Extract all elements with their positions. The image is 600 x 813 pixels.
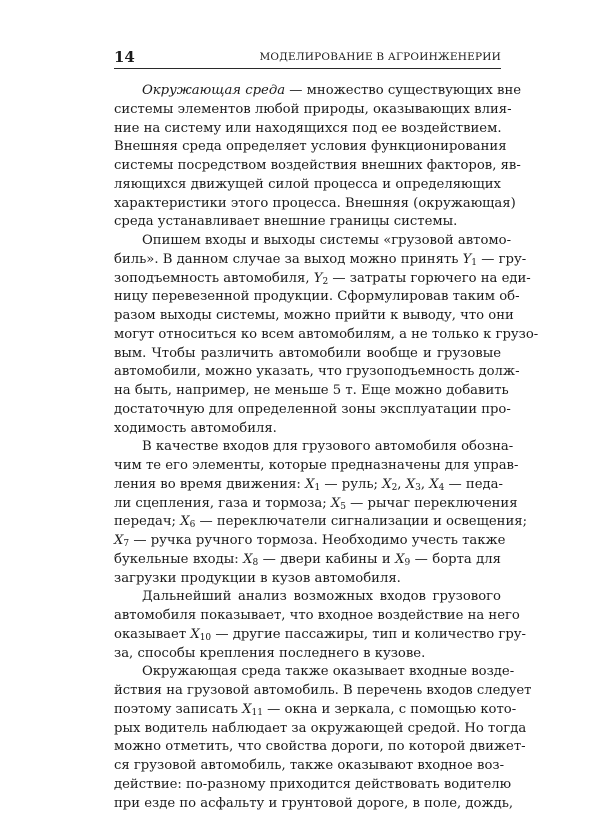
variable (242, 702, 263, 717)
text-run: ходимость автомобиля. (114, 421, 277, 436)
variable (114, 533, 129, 548)
text-run: — борта для (410, 552, 501, 567)
text-line (114, 645, 501, 664)
text-line (114, 795, 501, 813)
text-run: — двери кабины и (258, 552, 395, 567)
text-line (114, 438, 501, 457)
text-run: поэтому записать (114, 702, 242, 717)
variable-subscript: 1 (471, 258, 477, 268)
variable-symbol: X (406, 477, 415, 492)
variable-symbol: X (114, 533, 123, 548)
text-run: ние на систему или находящихся под ее воздействием. (114, 121, 502, 136)
text-run: за, способы крепления последнего в кузове. (114, 646, 425, 661)
variable-subscript: 4 (439, 483, 445, 493)
variable (243, 552, 258, 567)
variable-subscript: 5 (340, 502, 346, 512)
text-run: ся грузовой автомобиль, также оказывают входное воз- (114, 758, 504, 773)
text-run: Опишем входы и выходы системы «грузовой автомо- (142, 233, 511, 248)
paragraph (114, 82, 501, 232)
variable-subscript: 8 (253, 558, 259, 568)
page-header (114, 48, 501, 68)
text-line (114, 345, 501, 364)
text-line (114, 120, 501, 139)
variable-symbol: X (305, 477, 314, 492)
variable (331, 496, 346, 511)
text-run: ницу перевезенной продукции. Сформулировав таким об- (114, 289, 520, 304)
text-line (114, 101, 501, 120)
variable (463, 252, 477, 267)
text-line (114, 532, 501, 551)
text-run: характеристики этого процесса. Внешняя (окружающая) (114, 196, 516, 211)
page-number: 14 (114, 48, 135, 66)
text-run: ли сцепления, газа и тормоза; (114, 496, 331, 511)
text-line (114, 251, 501, 270)
variable-subscript: 1 (314, 483, 320, 493)
paragraph (114, 232, 501, 438)
variable-symbol: X (180, 514, 189, 529)
text-run: — ручка ручного тормоза. Необходимо учесть также (129, 533, 505, 548)
variable (395, 552, 410, 567)
text-run: действие: по-разному приходится действовать водителю (114, 777, 511, 792)
header-rule (114, 68, 501, 69)
text-run: ляющихся движущей силой процесса и определяющих (114, 177, 501, 192)
text-line (114, 382, 501, 401)
text-line (114, 176, 501, 195)
text-line (114, 157, 501, 176)
text-line (114, 513, 501, 532)
text-line (114, 776, 501, 795)
text-line (114, 213, 501, 232)
text-run: системы посредством воздействия внешних факторов, яв- (114, 158, 521, 173)
variable-subscript: 7 (123, 539, 129, 549)
body-text (114, 82, 501, 813)
text-run: ления во время движения: (114, 477, 305, 492)
variable-symbol: X (382, 477, 391, 492)
text-line (114, 270, 501, 289)
text-run: при езде по асфальту и грунтовой дороге, в поле, дождь, (114, 796, 513, 811)
text-run: В качестве входов для грузового автомобиля обозна- (142, 439, 513, 454)
text-run: Окружающая среда также оказывает входные возде- (142, 664, 514, 679)
text-line (114, 457, 501, 476)
variable-subscript: 10 (200, 633, 211, 643)
text-run: — затраты горючего на еди- (328, 271, 531, 286)
text-run: — гру- (477, 252, 526, 267)
text-run: Внешняя среда определяет условия функционирования (114, 139, 507, 154)
text-line (114, 326, 501, 345)
text-run: чим те его элементы, которые предназначены для управ- (114, 458, 518, 473)
variable (382, 477, 397, 492)
text-line (114, 570, 501, 589)
text-run: рых водитель наблюдает за окружающей средой. Но тогда (114, 721, 526, 736)
paragraph (114, 663, 501, 813)
variable-symbol: X (395, 552, 404, 567)
text-run: — рычаг переключения (346, 496, 518, 511)
text-line (114, 495, 501, 514)
variable-symbol: Y (463, 252, 472, 267)
text-run: — руль; (320, 477, 382, 492)
text-run: загрузки продукции в кузов автомобиля. (114, 571, 401, 586)
text-line (114, 288, 501, 307)
text-run: оказывает (114, 627, 190, 642)
text-line (114, 82, 501, 101)
text-line (114, 663, 501, 682)
text-line (114, 232, 501, 251)
text-run: Дальнейший анализ возможных входов грузового (142, 589, 501, 604)
variable-subscript: 2 (392, 483, 398, 493)
text-line (114, 738, 501, 757)
text-line (114, 626, 501, 645)
text-run: можно отметить, что свойства дороги, по которой движет- (114, 739, 526, 754)
text-run: — педа- (444, 477, 503, 492)
text-line (114, 420, 501, 439)
text-run: — множество существующих вне (285, 83, 521, 98)
variable-subscript: 6 (190, 520, 196, 530)
variable-symbol: X (429, 477, 438, 492)
variable (314, 271, 328, 286)
text-run: зоподъемность автомобиля, (114, 271, 314, 286)
variable (429, 477, 444, 492)
text-line (114, 607, 501, 626)
text-line (114, 720, 501, 739)
text-line (114, 138, 501, 157)
variable-symbol: X (243, 552, 252, 567)
text-run: могут относиться ко всем автомобилям, а не только к грузо- (114, 327, 538, 342)
text-run: достаточную для определенной зоны эксплуатации про- (114, 402, 511, 417)
text-run: — другие пассажиры, тип и количество гру- (211, 627, 526, 642)
text-run: среда устанавливает внешние границы системы. (114, 214, 457, 229)
text-run: системы элементов любой природы, оказывающих влия- (114, 102, 512, 117)
variable (190, 627, 211, 642)
text-line (114, 757, 501, 776)
text-run: автомобили, можно указать, что грузоподъемность долж- (114, 364, 520, 379)
text-run: , (397, 477, 405, 492)
text-run: — окна и зеркала, с помощью кото- (263, 702, 516, 717)
variable (180, 514, 195, 529)
text-line (114, 588, 501, 607)
italic-term: Окружающая среда (142, 83, 285, 98)
text-line (114, 363, 501, 382)
paragraph (114, 438, 501, 588)
text-line (114, 401, 501, 420)
text-run: разом выходы системы, можно прийти к выводу, что они (114, 308, 514, 323)
variable-symbol: Y (314, 271, 323, 286)
variable (305, 477, 320, 492)
text-line (114, 701, 501, 720)
text-run: вым. Чтобы различить автомобили вообще и грузовые (114, 346, 501, 361)
variable-subscript: 2 (322, 277, 328, 287)
variable-subscript: 9 (404, 558, 410, 568)
running-title: МОДЕЛИРОВАНИЕ В АГРОИНЖЕНЕРИИ (259, 50, 501, 64)
paragraph (114, 588, 501, 663)
text-run: йствия на грузовой автомобиль. В перечень входов следует (114, 683, 531, 698)
text-run: — переключатели сигнализации и освещения; (195, 514, 527, 529)
text-line (114, 195, 501, 214)
text-run: передач; (114, 514, 180, 529)
variable-subscript: 3 (415, 483, 421, 493)
text-run: букельные входы: (114, 552, 243, 567)
text-line (114, 551, 501, 570)
text-line (114, 307, 501, 326)
variable (406, 477, 421, 492)
variable-symbol: X (242, 702, 251, 717)
variable-symbol: X (190, 627, 199, 642)
text-run: , (421, 477, 429, 492)
text-run: автомобиля показывает, что входное воздействие на него (114, 608, 520, 623)
text-run: на быть, например, не меньше 5 т. Еще можно добавить (114, 383, 509, 398)
text-run: биль». В данном случае за выход можно принять (114, 252, 463, 267)
variable-subscript: 11 (252, 708, 263, 718)
text-line (114, 476, 501, 495)
text-line (114, 682, 501, 701)
variable-symbol: X (331, 496, 340, 511)
